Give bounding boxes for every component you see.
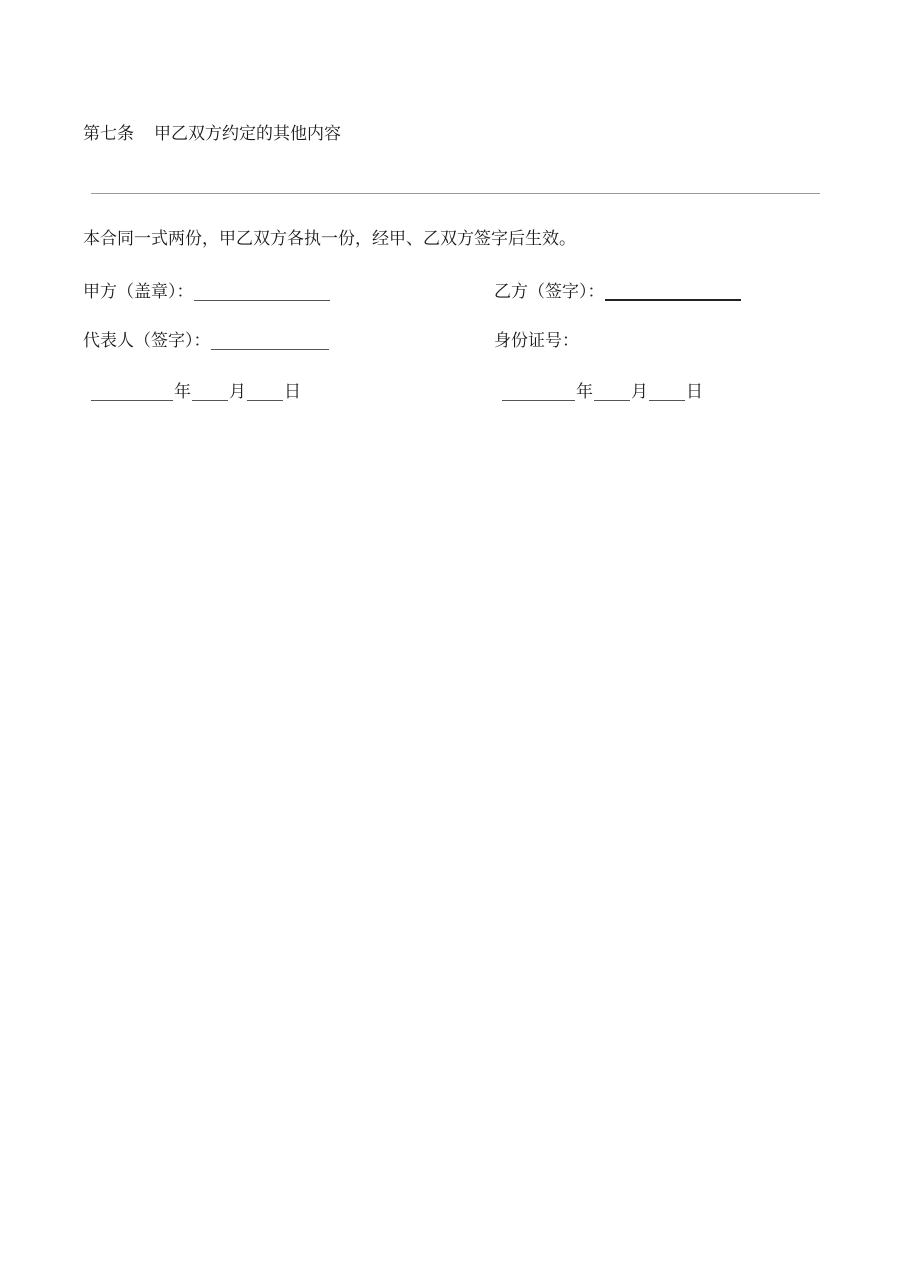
party-b-sign-blank[interactable] (605, 281, 741, 301)
party-a-month-blank[interactable] (192, 382, 228, 401)
party-b-sign-label: 乙方（签字）： (494, 282, 605, 302)
party-a-seal-label: 甲方（盖章）： (83, 282, 194, 302)
representative-label: 代表人（签字）： (83, 331, 211, 351)
article-heading (83, 123, 341, 145)
party-b-year-blank[interactable] (502, 382, 575, 401)
party-a-year-blank[interactable] (91, 382, 173, 401)
party-a-seal-field (83, 281, 330, 303)
representative-field (83, 330, 329, 352)
party-b-date-field (502, 381, 704, 403)
party-b-day-label: 日 (686, 382, 703, 402)
party-a-year-label: 年 (174, 382, 191, 402)
party-a-date-field (91, 381, 302, 403)
party-b-sign-field (494, 281, 741, 303)
party-b-year-label: 年 (576, 382, 593, 402)
representative-blank[interactable] (211, 331, 329, 350)
contract-statement: 本合同一式两份，甲乙双方各执一份，经甲、乙双方签字后生效。 (83, 229, 576, 249)
party-a-month-label: 月 (229, 382, 246, 402)
party-b-month-blank[interactable] (594, 382, 630, 401)
id-number-field (494, 330, 579, 352)
party-a-day-label: 日 (284, 382, 301, 402)
id-number-label: 身份证号： (494, 331, 579, 351)
article-title: 甲乙双方约定的其他内容 (154, 124, 341, 144)
party-a-seal-blank[interactable] (194, 282, 330, 301)
party-a-day-blank[interactable] (247, 382, 283, 401)
article-number: 第七条 (83, 124, 134, 144)
blank-content-line[interactable] (91, 193, 820, 194)
party-b-month-label: 月 (631, 382, 648, 402)
party-b-day-blank[interactable] (649, 382, 685, 401)
